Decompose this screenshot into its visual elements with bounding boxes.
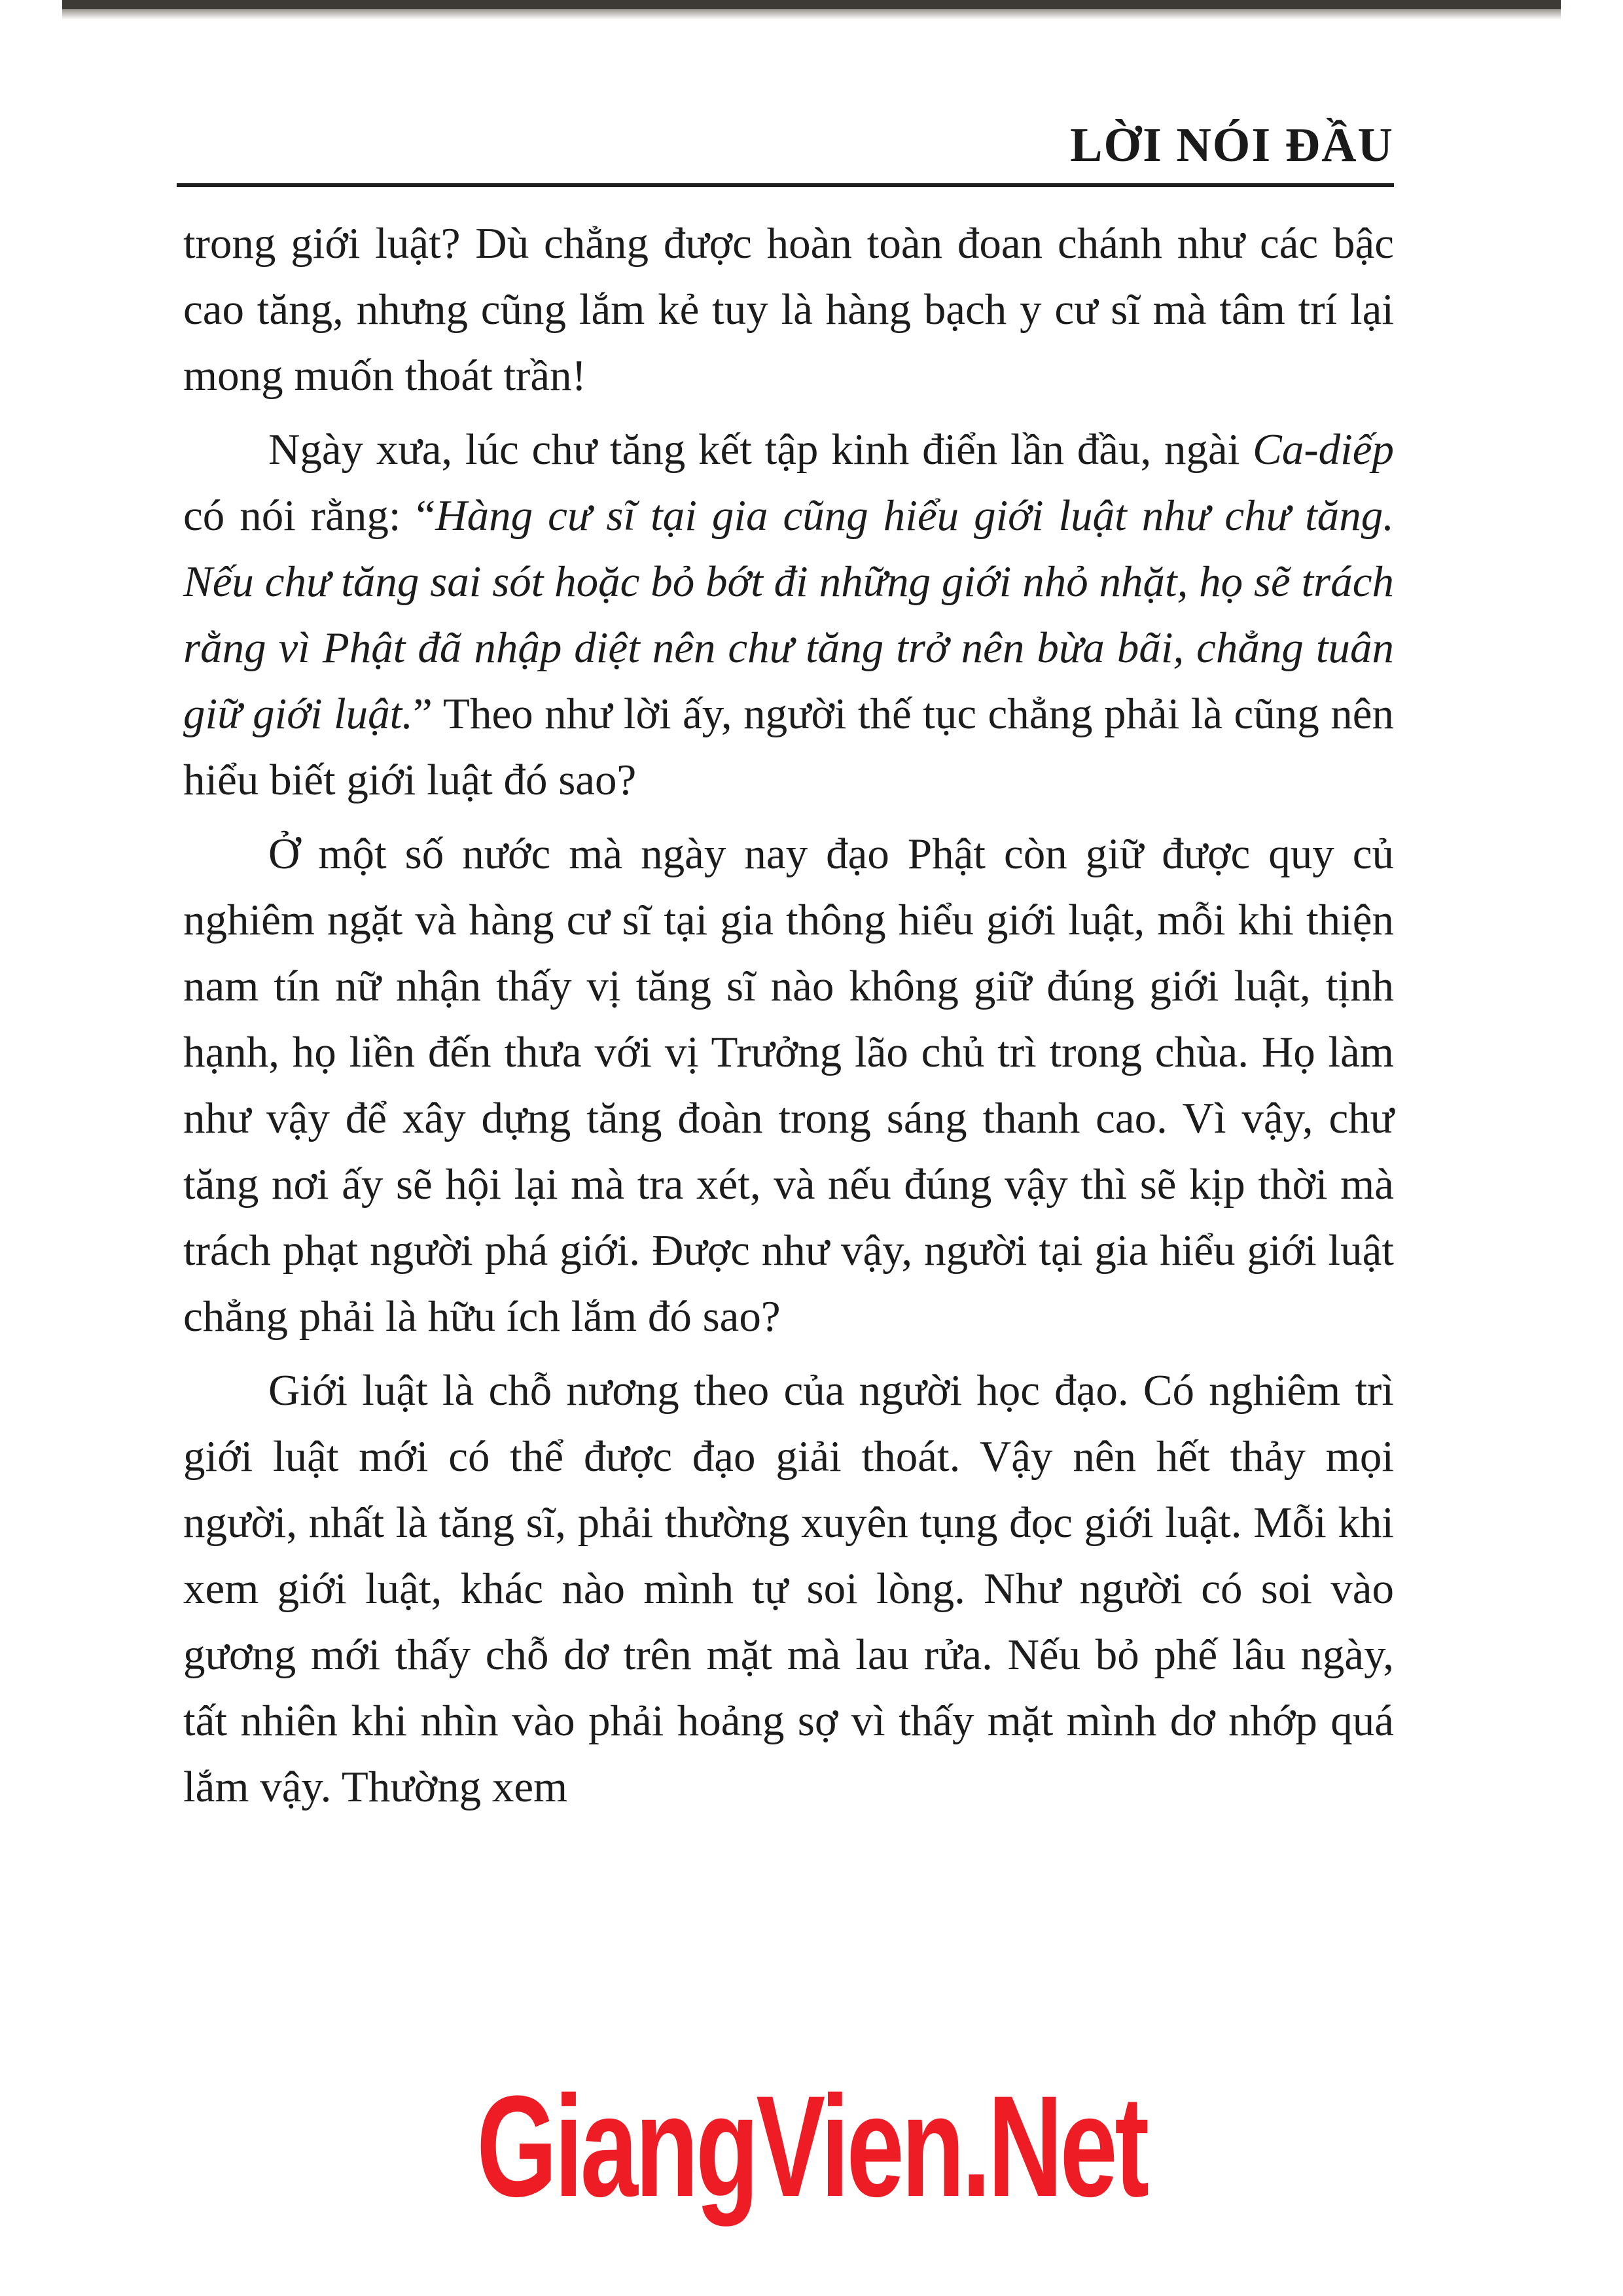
header-rule <box>177 183 1394 187</box>
text-run: ” Theo như lời ấy, người thế tục chẳng phải là cũng nên hiểu biết giới luật đó sao? <box>183 690 1394 804</box>
watermark-logo: GiangVien.Net <box>476 2066 1147 2227</box>
paragraph <box>183 1358 1394 1820</box>
text-run: trong giới luật? Dù chẳng được hoàn toàn đoan chánh như các bậc cao tăng, nhưng cũng lắm kẻ tuy là hàng bạch y cư sĩ mà tâm trí lại mong muốn thoát trần! <box>183 219 1394 400</box>
text-run: Ngày xưa, lúc chư tăng kết tập kinh điển lần đầu, ngài <box>268 425 1253 474</box>
paragraph <box>183 821 1394 1350</box>
italic-text-run: Ca-diếp <box>1253 425 1394 474</box>
book-page <box>177 0 1394 2296</box>
paragraph <box>183 211 1394 409</box>
running-head: LỜI NÓI ĐẦU <box>1070 118 1394 172</box>
body-text <box>183 211 1394 1820</box>
italic-quotation: Hàng cư sĩ tại gia cũng hiểu giới luật như chư tăng. Nếu chư tăng sai sót hoặc bỏ bớt đi những giới nhỏ nhặt, họ sẽ trách rằng vì Phật đã nhập diệt nên chư tăng trở nên bừa bãi, chẳng tuân giữ giới luật. <box>183 491 1394 738</box>
text-run: Ở một số nước mà ngày nay đạo Phật còn giữ được quy củ nghiêm ngặt và hàng cư sĩ tại gia thông hiểu giới luật, mỗi khi thiện nam tín nữ nhận thấy vị tăng sĩ nào không giữ đúng giới luật, tịnh hạnh, họ liền đến thưa với vị Trưởng lão chủ trì trong chùa. Họ làm như vậy để xây dựng tăng đoàn trong sáng thanh cao. Vì vậy, chư tăng nơi ấy sẽ hội lại mà tra xét, và nếu đúng vậy thì sẽ kịp thời mà trách phạt người phá giới. Được như vậy, người tại gia hiểu giới luật chẳng phải là hữu ích lắm đó sao? <box>183 830 1394 1341</box>
paragraph <box>183 417 1394 813</box>
text-run: có nói rằng: “ <box>183 491 436 540</box>
text-run: Giới luật là chỗ nương theo của người học đạo. Có nghiêm trì giới luật mới có thể được đạo giải thoát. Vậy nên hết thảy mọi người, nhất là tăng sĩ, phải thường xuyên tụng đọc giới luật. Mỗi khi xem giới luật, khác nào mình tự soi lòng. Như người có soi vào gương mới thấy chỗ dơ trên mặt mà lau rửa. Nếu bỏ phế lâu ngày, tất nhiên khi nhìn vào phải hoảng sợ vì thấy mặt mình dơ nhớp quá lắm vậy. Thường xem <box>183 1366 1394 1811</box>
